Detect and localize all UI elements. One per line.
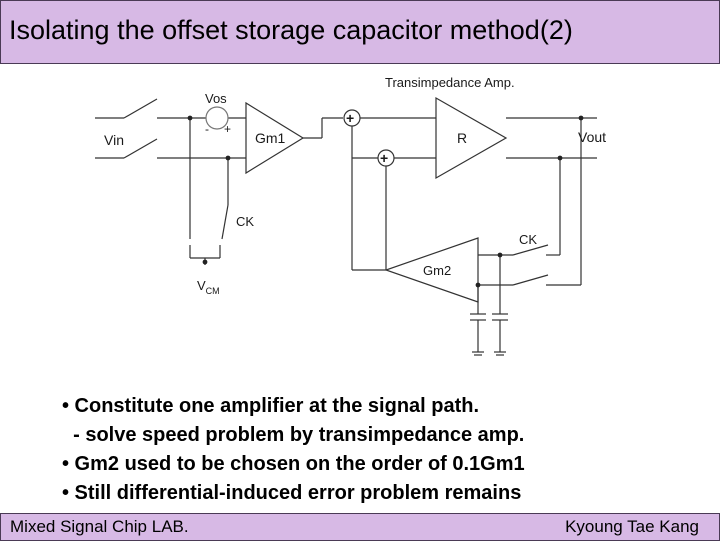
bullet-3: • Gm2 used to be chosen on the order of 0.1Gm1 [62,453,525,475]
bullet-1: • Constitute one amplifier at the signal path. [62,395,480,417]
sum1-label: + [346,110,355,126]
ck-switch-left-2 [222,205,228,239]
tia-label: Transimpedance Amp. [385,75,515,90]
vout-label: Vout [578,129,607,145]
circuit-diagram [0,63,720,383]
vin-label: Vin [104,132,124,148]
bullet-list [62,392,525,508]
ck-right-label: CK [519,232,538,247]
transimpedance-amplifier [436,98,506,178]
vos-minus: - [205,122,209,136]
vin-switch-top-blade [124,99,157,118]
bullet-2: - solve speed problem by transimpedance amp. [62,424,525,446]
footer-bar [0,513,720,541]
vos-label: Vos [205,91,227,106]
gm1-label: Gm1 [255,130,286,146]
r-label: R [457,130,468,146]
ck-left-label: CK [236,214,255,229]
vin-switch-bottom-blade [124,139,157,158]
footer-lab: Mixed Signal Chip LAB. [10,517,189,536]
vos-plus: + [224,122,232,136]
ck-switch-right-bottom [513,275,548,285]
vcm-label: $V_{CM}$ [197,278,220,296]
bullet-4: • Still differential-induced error problem remains [62,482,522,504]
slide-title: Isolating the offset storage capacitor method(2) [9,15,573,45]
gm2-label: Gm2 [423,263,452,278]
title-bar [0,0,720,64]
footer-author: Kyoung Tae Kang [565,517,699,536]
sum2-label: + [380,150,389,166]
